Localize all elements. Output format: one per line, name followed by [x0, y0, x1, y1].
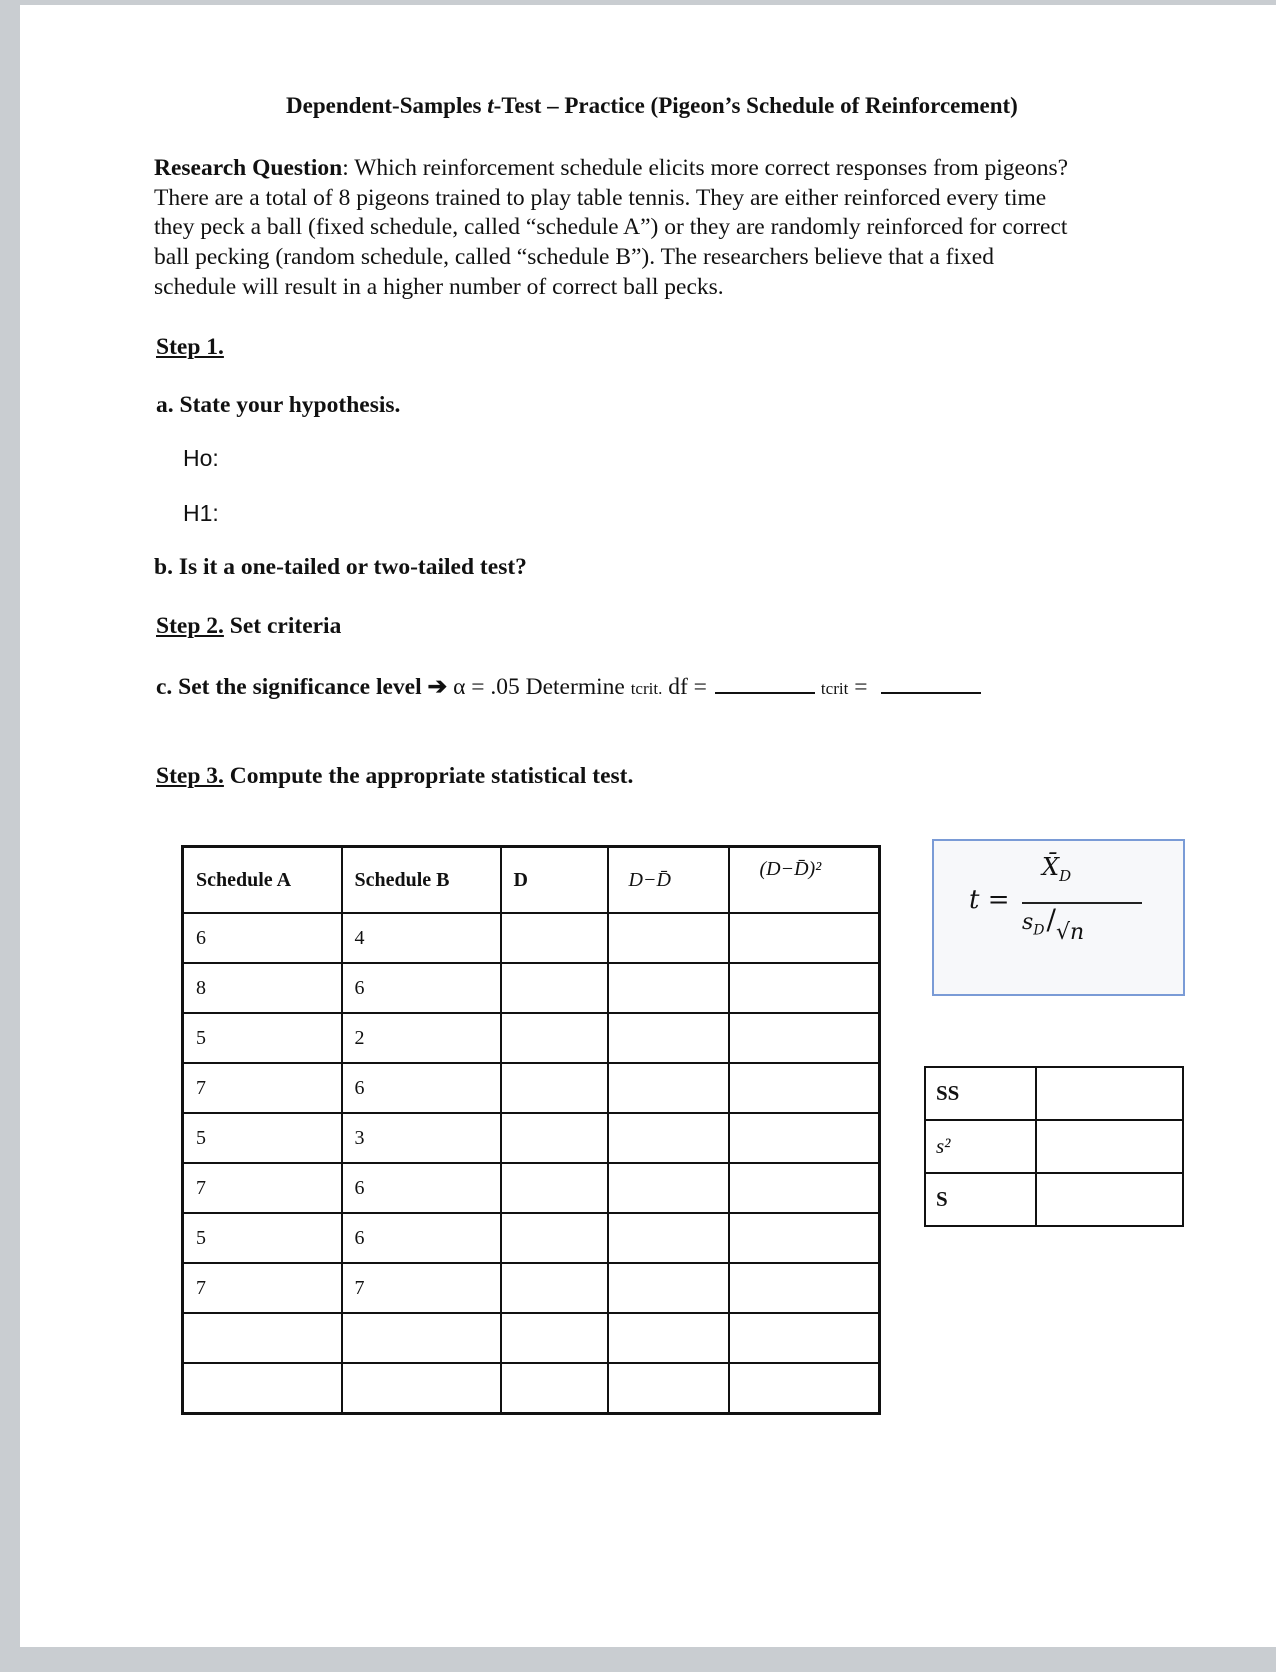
schedule-b-cell [342, 1313, 501, 1363]
header-d-minus-mean: D−D̄ [608, 847, 729, 914]
step2-heading [156, 613, 341, 640]
table-header-row [183, 847, 880, 914]
tcrit-equals: = [848, 674, 868, 700]
squared-deviation-cell[interactable] [729, 1363, 880, 1414]
step3-text: Compute the appropriate statistical test. [223, 763, 634, 789]
deviation-cell[interactable] [608, 1063, 729, 1113]
schedule-a-cell: 7 [183, 1063, 342, 1113]
squared-deviation-cell[interactable] [729, 1163, 880, 1213]
formula-numerator [1042, 853, 1071, 885]
slash: / [1046, 903, 1056, 936]
step2-text: Set criteria [223, 613, 342, 639]
df-blank[interactable] [715, 692, 815, 694]
squared-deviation-cell[interactable] [729, 1113, 880, 1163]
variance-value[interactable] [1036, 1120, 1183, 1173]
sd-value[interactable] [1036, 1173, 1183, 1226]
schedule-b-cell: 7 [342, 1263, 501, 1313]
deviation-cell[interactable] [608, 913, 729, 963]
table-row [183, 1263, 880, 1313]
squared-deviation-cell[interactable] [729, 1213, 880, 1263]
deviation-cell[interactable] [608, 1263, 729, 1313]
t-formula-box [932, 839, 1185, 996]
schedule-a-cell: 5 [183, 1113, 342, 1163]
header-d: D [501, 847, 608, 914]
research-line: There are a total of 8 pigeons trained to play table tennis. They are either reinforced every time [154, 185, 1047, 211]
schedule-b-cell: 6 [342, 963, 501, 1013]
research-line: they peck a ball (fixed schedule, called “schedule A”) or they are randomly reinforced for correct [154, 214, 1068, 240]
step2-label: Step 2. [156, 613, 224, 639]
squared-deviation-cell[interactable] [729, 1013, 880, 1063]
deviation-cell[interactable] [608, 1213, 729, 1263]
page-title [286, 93, 1018, 119]
schedule-a-cell: 7 [183, 1263, 342, 1313]
d-cell[interactable] [501, 1163, 608, 1213]
schedule-b-cell: 6 [342, 1213, 501, 1263]
schedule-a-cell [183, 1313, 342, 1363]
table-row [183, 1013, 880, 1063]
stats-row-sd [925, 1173, 1183, 1226]
squared-deviation-cell[interactable] [729, 1063, 880, 1113]
d-cell[interactable] [501, 963, 608, 1013]
alpha-text: α = .05 Determine [453, 674, 631, 700]
table-row [183, 1163, 880, 1213]
stats-row-variance [925, 1120, 1183, 1173]
schedule-b-cell: 3 [342, 1113, 501, 1163]
research-line: ball pecking (random schedule, called “schedule B”). The researchers believe that a fixed [154, 244, 994, 270]
step3-label: Step 3. [156, 763, 224, 789]
schedule-b-cell: 6 [342, 1163, 501, 1213]
schedule-a-cell [183, 1363, 342, 1414]
schedule-a-cell: 5 [183, 1013, 342, 1063]
title-text: Dependent-Samples [286, 93, 488, 118]
schedule-a-cell: 6 [183, 913, 342, 963]
sd-sub: D [1033, 922, 1045, 939]
deviation-cell[interactable] [608, 963, 729, 1013]
table-row [183, 1113, 880, 1163]
deviation-cell[interactable] [608, 1313, 729, 1363]
d-cell[interactable] [501, 1363, 608, 1414]
table-row [183, 1363, 880, 1414]
schedule-b-cell: 2 [342, 1013, 501, 1063]
d-cell[interactable] [501, 913, 608, 963]
tcrit-blank[interactable] [881, 692, 981, 694]
variance-label: s² [925, 1120, 1036, 1173]
step3-heading [156, 763, 633, 790]
tcrit-label: tcrit [820, 679, 849, 698]
xbar-sub: D [1059, 866, 1072, 885]
schedule-a-cell: 8 [183, 963, 342, 1013]
header-squared-deviation: (D−D̄)² [729, 847, 880, 914]
header-schedule-b: Schedule B [342, 847, 501, 914]
d-cell[interactable] [501, 1063, 608, 1113]
alt-hypothesis-label: H1: [183, 500, 219, 526]
sqrt-n: √n [1055, 920, 1085, 945]
squared-deviation-cell[interactable] [729, 913, 880, 963]
deviation-cell[interactable] [608, 1013, 729, 1063]
df-label: df = [662, 674, 707, 700]
deviation-cell[interactable] [608, 1113, 729, 1163]
schedule-b-cell: 4 [342, 913, 501, 963]
title-italic-t: t [487, 93, 494, 118]
stats-row-ss [925, 1067, 1183, 1120]
question-c-bold: c. Set the significance level ➔ [156, 674, 454, 700]
question-c [156, 672, 981, 701]
squared-deviation-cell[interactable] [729, 963, 880, 1013]
stats-table [924, 1066, 1184, 1227]
xbar: X̄ [1042, 853, 1060, 881]
schedule-b-cell: 6 [342, 1063, 501, 1113]
squared-deviation-cell[interactable] [729, 1313, 880, 1363]
ss-label: SS [925, 1067, 1036, 1120]
null-hypothesis-label: Ho: [183, 445, 219, 471]
table-row [183, 1213, 880, 1263]
formula-denominator [1022, 903, 1085, 945]
schedule-b-cell [342, 1363, 501, 1414]
deviation-cell[interactable] [608, 1163, 729, 1213]
d-cell[interactable] [501, 1113, 608, 1163]
question-a: a. State your hypothesis. [156, 392, 401, 418]
deviation-cell[interactable] [608, 1363, 729, 1414]
table-row [183, 1313, 880, 1363]
step1-heading: Step 1. [156, 334, 224, 360]
sd: s [1022, 910, 1034, 935]
table-row [183, 1063, 880, 1113]
title-text-rest: -Test – Practice (Pigeon’s Schedule of Reinforcement) [493, 93, 1018, 118]
table-row [183, 913, 880, 963]
squared-deviation-cell[interactable] [729, 1263, 880, 1313]
d-cell[interactable] [501, 1263, 608, 1313]
d-cell[interactable] [501, 1013, 608, 1063]
formula-t: t = [969, 885, 1010, 915]
table-row [183, 963, 880, 1013]
header-schedule-a: Schedule A [183, 847, 342, 914]
sd-label: S [925, 1173, 1036, 1226]
d-cell[interactable] [501, 1313, 608, 1363]
tcrit-text: tcrit. [630, 679, 663, 698]
data-table [181, 845, 881, 1415]
research-label: Research Question [154, 155, 343, 181]
schedule-a-cell: 5 [183, 1213, 342, 1263]
schedule-a-cell: 7 [183, 1163, 342, 1213]
research-line: : Which reinforcement schedule elicits more correct responses from pigeons? [342, 155, 1069, 181]
d-cell[interactable] [501, 1213, 608, 1263]
question-b: b. Is it a one-tailed or two-tailed test? [154, 554, 527, 580]
research-line: schedule will result in a higher number of correct ball pecks. [154, 274, 724, 300]
ss-value[interactable] [1036, 1067, 1183, 1120]
